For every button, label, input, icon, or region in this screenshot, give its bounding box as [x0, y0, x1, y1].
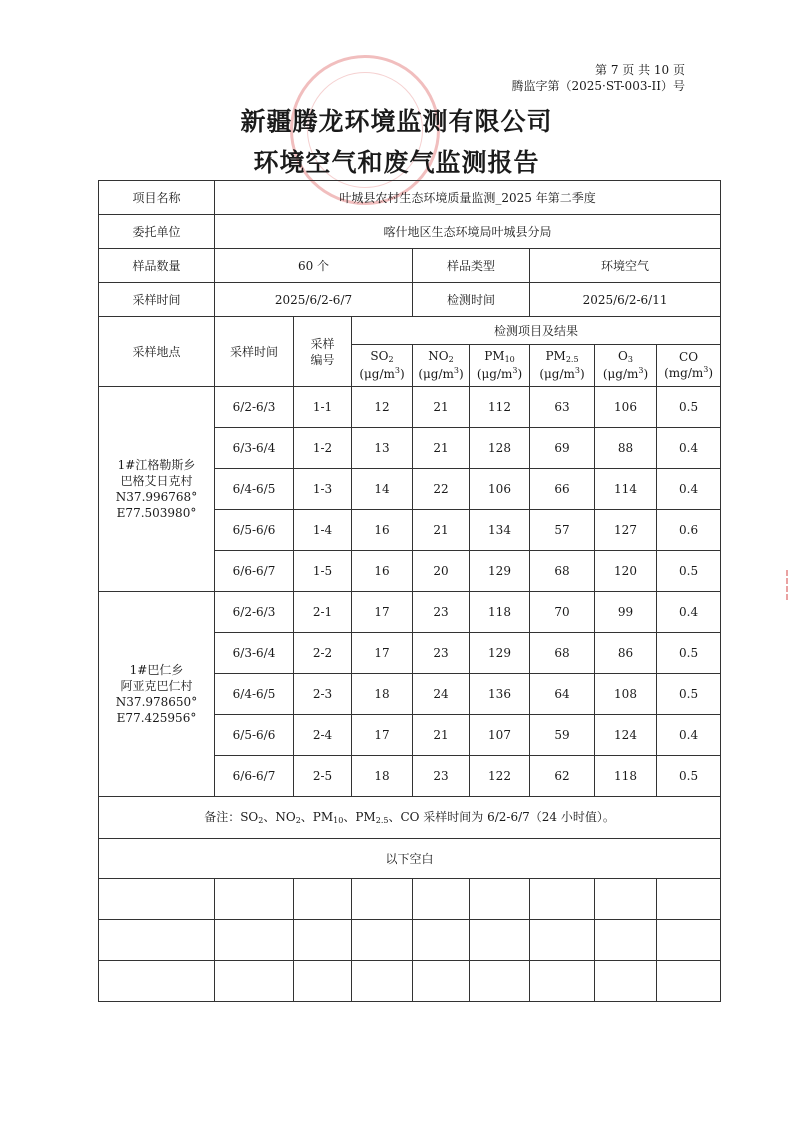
empty-row: [99, 879, 721, 920]
project-row: [99, 181, 721, 215]
cell-code: 2-4: [294, 715, 352, 756]
header-code: [294, 317, 352, 387]
site-2-location: [99, 592, 215, 797]
header-time: 采样时间: [215, 317, 294, 387]
cell-o3: 108: [595, 674, 657, 715]
pm25-unit: (μg/m: [539, 366, 575, 381]
pm25-unit-close: ): [580, 366, 585, 381]
cell-code: 1-4: [294, 510, 352, 551]
sample-count-value: 60 个: [215, 249, 413, 283]
so2-name: SO: [370, 348, 389, 363]
cell-pm10: 106: [470, 469, 530, 510]
cell-co: 0.5: [657, 387, 721, 428]
cell-time: 6/5-6/6: [215, 510, 294, 551]
no2-unit-sup: 3: [453, 365, 459, 375]
cell-no2: 20: [413, 551, 470, 592]
cell-pm25: 68: [530, 551, 595, 592]
cell-no2: 21: [413, 387, 470, 428]
cell-no2: 21: [413, 510, 470, 551]
column-header-row: [99, 317, 721, 345]
site-1-location-line: 1#江格勒斯乡: [117, 458, 196, 472]
cell-time: 6/6-6/7: [215, 756, 294, 797]
cell-code: 1-3: [294, 469, 352, 510]
cell-co: 0.5: [657, 756, 721, 797]
cell-so2: 13: [352, 428, 413, 469]
cell-no2: 24: [413, 674, 470, 715]
header-pm10: [470, 345, 530, 387]
report-title: 环境空气和废气监测报告: [253, 148, 540, 177]
cell-code: 2-2: [294, 633, 352, 674]
so2-unit: (μg/m: [359, 366, 395, 381]
cell-time: 6/3-6/4: [215, 428, 294, 469]
site-1-location-line: 巴格艾日克村: [120, 474, 193, 488]
pm10-unit-close: ): [517, 366, 523, 381]
cell-pm25: 63: [530, 387, 595, 428]
header-location: 采样地点: [99, 317, 215, 387]
o3-unit-sup: 3: [638, 365, 644, 375]
cell-so2: 16: [352, 510, 413, 551]
cell-so2: 17: [352, 633, 413, 674]
cell-co: 0.4: [657, 715, 721, 756]
cell-no2: 23: [413, 756, 470, 797]
co-name: CO: [679, 349, 699, 364]
header-so2: [352, 345, 413, 387]
pm10-unit-sup: 3: [512, 365, 518, 375]
header-co: [657, 345, 721, 387]
cell-time: 6/4-6/5: [215, 469, 294, 510]
no2-unit-close: ): [459, 366, 464, 381]
cell-o3: 86: [595, 633, 657, 674]
cell-code: 2-5: [294, 756, 352, 797]
seam-stamp-mark: [786, 570, 790, 600]
pm10-name: PM: [484, 348, 505, 363]
cell-o3: 114: [595, 469, 657, 510]
cell-co: 0.6: [657, 510, 721, 551]
cell-pm25: 70: [530, 592, 595, 633]
o3-unit-close: ): [643, 366, 649, 381]
test-time-value: 2025/6/2-6/11: [530, 283, 721, 317]
client-label: 委托单位: [99, 215, 215, 249]
pm10-unit: (μg/m: [476, 366, 513, 381]
cell-code: 2-3: [294, 674, 352, 715]
cell-co: 0.5: [657, 551, 721, 592]
so2-sub: 2: [388, 354, 394, 364]
cell-pm25: 64: [530, 674, 595, 715]
sample-type-value: 环境空气: [530, 249, 721, 283]
pm25-sub: 2.5: [565, 354, 579, 364]
cell-co: 0.4: [657, 592, 721, 633]
pm10-sub: 10: [504, 354, 515, 364]
cell-o3: 127: [595, 510, 657, 551]
page-info: [511, 62, 685, 94]
cell-co: 0.5: [657, 674, 721, 715]
table-row: [99, 387, 721, 428]
client-value: 喀什地区生态环境局叶城县分局: [215, 215, 721, 249]
cell-co: 0.4: [657, 428, 721, 469]
report-code: 腾监字第（2025·ST-003-II）号: [511, 79, 685, 93]
cell-no2: 21: [413, 715, 470, 756]
cell-o3: 106: [595, 387, 657, 428]
cell-pm25: 57: [530, 510, 595, 551]
cell-pm10: 134: [470, 510, 530, 551]
o3-unit: (μg/m: [602, 366, 639, 381]
cell-pm10: 118: [470, 592, 530, 633]
cell-pm25: 62: [530, 756, 595, 797]
cell-so2: 16: [352, 551, 413, 592]
cell-time: 6/2-6/3: [215, 387, 294, 428]
cell-pm25: 66: [530, 469, 595, 510]
site-2-latitude: N37.978650°: [115, 695, 198, 709]
header-pm25: [530, 345, 595, 387]
cell-no2: 21: [413, 428, 470, 469]
site-2-location-line: 阿亚克巴仁村: [120, 679, 193, 693]
site-1-latitude: N37.996768°: [115, 490, 198, 504]
cell-code: 1-5: [294, 551, 352, 592]
site-1-location: [99, 387, 215, 592]
cell-o3: 88: [595, 428, 657, 469]
cell-time: 6/3-6/4: [215, 633, 294, 674]
cell-so2: 18: [352, 674, 413, 715]
pm25-name: PM: [545, 348, 566, 363]
cell-pm10: 129: [470, 551, 530, 592]
cell-time: 6/5-6/6: [215, 715, 294, 756]
so2-unit-sup: 3: [394, 365, 400, 375]
cell-so2: 18: [352, 756, 413, 797]
cell-pm10: 136: [470, 674, 530, 715]
cell-so2: 17: [352, 715, 413, 756]
site-2-location-line: 1#巴仁乡: [129, 663, 184, 677]
project-label: 项目名称: [99, 181, 215, 215]
no2-unit: (μg/m: [418, 366, 454, 381]
o3-name: O: [618, 348, 628, 363]
cell-pm25: 59: [530, 715, 595, 756]
sample-count-label: 样品数量: [99, 249, 215, 283]
project-value: 叶城县农村生态环境质量监测_2025 年第二季度: [215, 181, 721, 215]
cell-o3: 99: [595, 592, 657, 633]
cell-pm10: 122: [470, 756, 530, 797]
header-code-line2: 编号: [310, 352, 335, 367]
sample-type-label: 样品类型: [413, 249, 530, 283]
test-time-label: 检测时间: [413, 283, 530, 317]
sample-row: [99, 249, 721, 283]
cell-pm10: 112: [470, 387, 530, 428]
time-row: [99, 283, 721, 317]
blank-notice-row: [99, 839, 721, 879]
cell-pm10: 128: [470, 428, 530, 469]
cell-o3: 124: [595, 715, 657, 756]
no2-sub: 2: [448, 354, 454, 364]
co-unit: (mg/m: [664, 365, 704, 380]
cell-code: 1-2: [294, 428, 352, 469]
table-row: [99, 592, 721, 633]
company-name: 新疆腾龙环境监测有限公司: [240, 107, 553, 136]
note-text: 备注：$SO_2$、$NO_2$、$PM_{10}$、$PM_{2.5}$、CO 采样时间为 6/2-6/7（24 小时值）。: [99, 797, 721, 839]
site-1-longitude: E77.503980°: [116, 506, 197, 520]
cell-pm25: 69: [530, 428, 595, 469]
cell-code: 2-1: [294, 592, 352, 633]
client-row: [99, 215, 721, 249]
header-group: 检测项目及结果: [352, 317, 721, 345]
cell-time: 6/6-6/7: [215, 551, 294, 592]
sampling-time-label: 采样时间: [99, 283, 215, 317]
empty-row: [99, 920, 721, 961]
page-number: 第 7 页 共 10 页: [595, 63, 685, 77]
pm25-unit-sup: 3: [574, 365, 580, 375]
co-unit-sup: 3: [703, 364, 709, 374]
cell-so2: 14: [352, 469, 413, 510]
monitoring-table: [98, 180, 721, 1002]
cell-no2: 23: [413, 592, 470, 633]
cell-pm25: 68: [530, 633, 595, 674]
header-code-line1: 采样: [310, 336, 335, 351]
cell-pm10: 129: [470, 633, 530, 674]
header-o3: [595, 345, 657, 387]
so2-unit-close: ): [400, 366, 405, 381]
empty-row: [99, 961, 721, 1002]
cell-so2: 17: [352, 592, 413, 633]
header-no2: [413, 345, 470, 387]
cell-so2: 12: [352, 387, 413, 428]
cell-no2: 23: [413, 633, 470, 674]
cell-no2: 22: [413, 469, 470, 510]
cell-co: 0.5: [657, 633, 721, 674]
cell-o3: 120: [595, 551, 657, 592]
note-row: [99, 797, 721, 839]
cell-o3: 118: [595, 756, 657, 797]
blank-notice: 以下空白: [99, 839, 721, 879]
cell-pm10: 107: [470, 715, 530, 756]
no2-name: NO: [428, 348, 449, 363]
site-2-longitude: E77.425956°: [116, 711, 197, 725]
cell-code: 1-1: [294, 387, 352, 428]
co-unit-close: ): [708, 365, 714, 380]
sampling-time-value: 2025/6/2-6/7: [215, 283, 413, 317]
o3-sub: 3: [627, 354, 633, 364]
cell-co: 0.4: [657, 469, 721, 510]
cell-time: 6/2-6/3: [215, 592, 294, 633]
cell-time: 6/4-6/5: [215, 674, 294, 715]
